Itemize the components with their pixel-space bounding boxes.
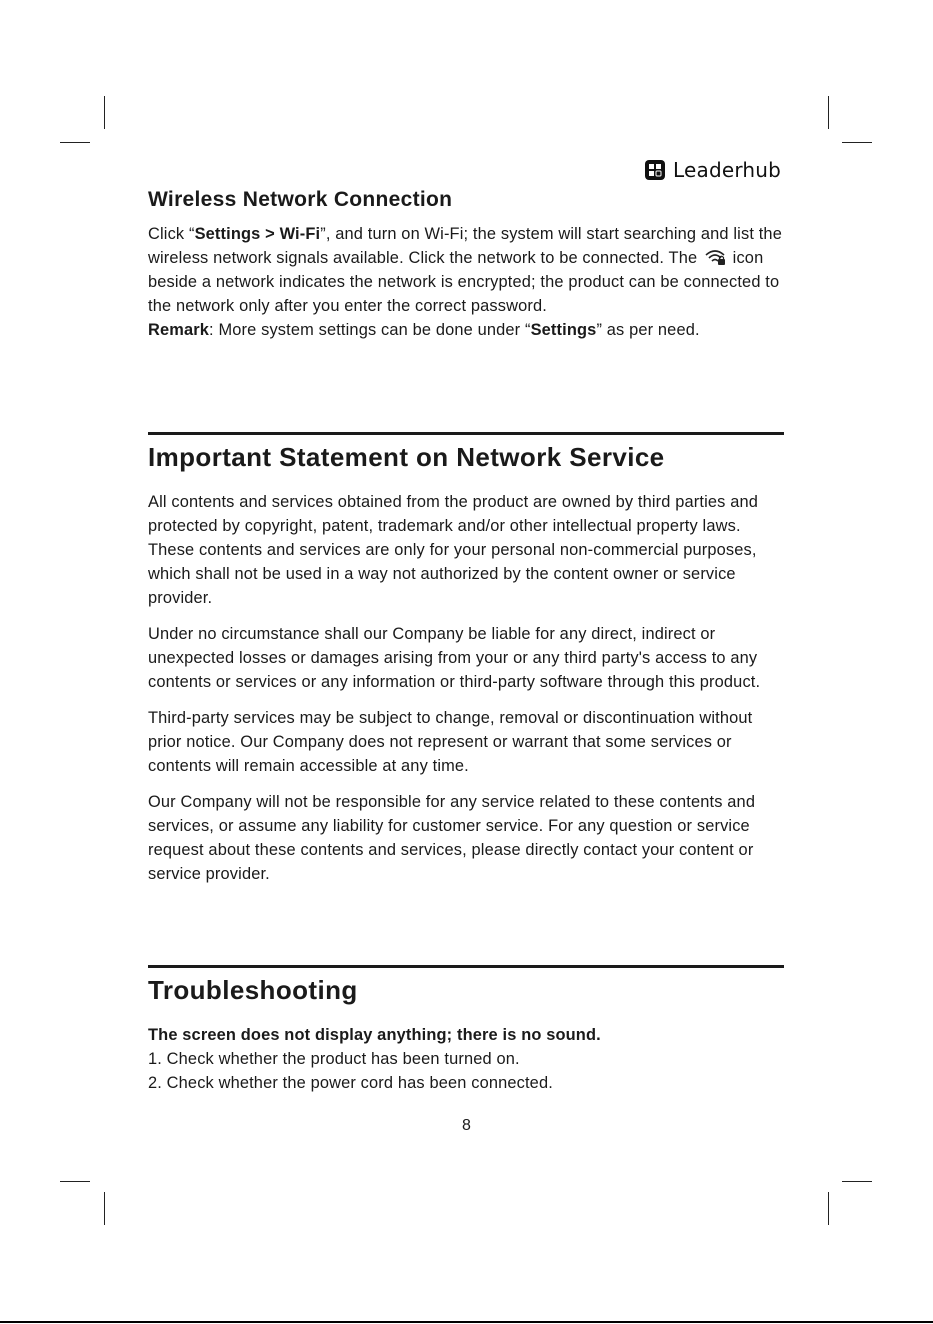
crop-mark: [104, 1192, 105, 1225]
troubleshooting-subheading: The screen does not display anything; there is no sound.: [148, 1026, 601, 1044]
crop-mark: [842, 1181, 872, 1182]
text-fragment: ”, and turn on Wi-Fi; the system will start searching and list the wireless network signals available. Click the network to be connected. The: [148, 225, 782, 267]
statement-section-title: Important Statement on Network Service: [148, 442, 665, 472]
crop-mark: [60, 142, 90, 143]
crop-mark: [104, 96, 105, 129]
crop-mark: [842, 142, 872, 143]
page-number: 8: [462, 1117, 471, 1134]
troubleshooting-item: 2. Check whether the power cord has been connected.: [148, 1074, 553, 1092]
wifi-lock-icon: [704, 248, 726, 266]
statement-body: [148, 490, 784, 886]
brand-logo: [645, 158, 781, 182]
section-divider: [148, 965, 784, 968]
section-divider: [148, 432, 784, 435]
crop-mark: [828, 1192, 829, 1225]
crop-mark: [828, 96, 829, 129]
remark-paragraph: [148, 318, 784, 342]
page-bottom-border: [0, 1321, 933, 1323]
text-fragment: ” as per need.: [596, 321, 700, 339]
troubleshooting-body: [148, 1023, 784, 1095]
settings-label: Settings: [530, 321, 597, 339]
wireless-body: [148, 222, 784, 342]
settings-wifi-path: Settings > Wi-Fi: [194, 225, 321, 243]
statement-paragraph: Third-party services may be subject to change, removal or discontinuation without prior notice. Our Company does not represent or warrant that some services or contents will remain accessible at any time.: [148, 709, 753, 775]
leaderhub-logo-icon: [645, 160, 665, 180]
wireless-paragraph: [148, 222, 784, 318]
crop-mark: [60, 1181, 90, 1182]
text-fragment: : More system settings can be done under “: [209, 321, 531, 339]
statement-paragraph: All contents and services obtained from the product are owned by third parties and protected by copyright, patent, trademark and/or other intellectual property laws. These contents and services are only for your personal non-commercial purposes, which shall not be used in a way not authorized by the content owner or service provider.: [148, 493, 758, 607]
wireless-section-title: Wireless Network Connection: [148, 188, 453, 211]
statement-paragraph: Under no circumstance shall our Company be liable for any direct, indirect or unexpected losses or damages arising from your or any third party's access to any contents or services or any information or third-party software through this product.: [148, 625, 761, 691]
remark-label: Remark: [148, 321, 210, 339]
troubleshooting-section-title: Troubleshooting: [148, 975, 358, 1005]
text-fragment: Click “: [148, 225, 195, 243]
statement-paragraph: Our Company will not be responsible for any service related to these contents and services, or assume any liability for customer service. For any question or service request about these contents and services, please directly contact your content or service provider.: [148, 793, 756, 883]
brand-name: Leaderhub: [673, 158, 782, 182]
troubleshooting-item: 1. Check whether the product has been turned on.: [148, 1050, 520, 1068]
text-fragment: icon beside a network indicates the network is encrypted; the product can be connected to the network only after you enter the correct password.: [148, 249, 780, 315]
